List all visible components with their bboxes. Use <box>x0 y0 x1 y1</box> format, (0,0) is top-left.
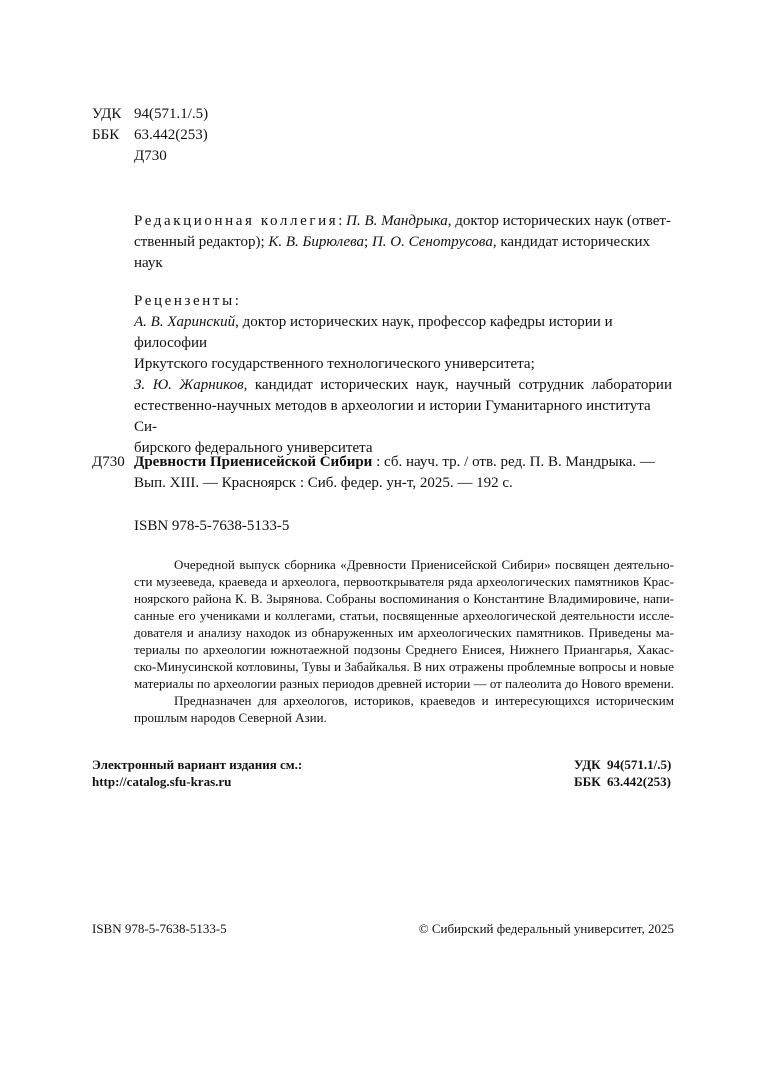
abstract-line: дователя и анализу находок из обнаруженных им археологических памятников. Приведены ма- <box>134 625 674 640</box>
reviewer-2-line-2: естественно-научных методов в археологии и истории Гуманитарного института Си- <box>134 398 651 435</box>
reviewer-2-name: З. Ю. Жарников <box>134 377 244 393</box>
udk-label: УДК <box>92 106 122 122</box>
abstract-line: териалы по археологии южнотаежной подзоны Среднего Енисея, Нижнего Приангарья, Хакас- <box>134 642 674 657</box>
reviewer-1-line-2: Иркутского государственного технологического университета; <box>134 356 535 372</box>
abstract-line: материалы по археологии разных периодов древней истории — от палеолита до Нового времени. <box>134 676 674 691</box>
reviewer-1-line-1: А. В. Харинский, доктор исторических наук, профессор кафедры истории и философии <box>134 314 613 351</box>
reviewer-1-name: А. В. Харинский <box>134 314 236 330</box>
catalog-url[interactable]: http://catalog.sfu-kras.ru <box>92 774 232 789</box>
reviewer-2-line-3: бирского федерального университета <box>134 440 373 456</box>
abstract <box>134 556 674 726</box>
electronic-bbk-label: ББК <box>574 774 601 789</box>
book-title: Древности Приенисейской Сибири <box>134 454 373 470</box>
bib-line-2: Вып. XIII. — Красноярск : Сиб. федер. ун-т, 2025. — 192 с. <box>134 475 513 491</box>
editorial-board <box>134 211 672 274</box>
abstract-line: санные его учениками и коллегами, статьи, посвященные археологической деятельности иссле- <box>134 608 674 623</box>
bbk-label: ББК <box>92 127 120 143</box>
editorial-line-2: ственный редактор); К. В. Бирюлева; П. О. Сенотрусова, кандидат исторических наук <box>134 234 651 271</box>
editorial-line-1: Редакционная коллегия: П. В. Мандрыка, доктор исторических наук (ответ- <box>134 213 671 229</box>
bib-line-1: Древности Приенисейской Сибири : сб. науч. тр. / отв. ред. П. В. Мандрыка. — <box>134 454 655 470</box>
author-mark-line <box>92 146 208 167</box>
abstract-line: ноярского района К. В. Зырянова. Собраны воспоминания о Константине Владимировиче, напи- <box>134 591 674 606</box>
reviewer-2-line-1: З. Ю. Жарников, кандидат исторических наук, научный сотрудник лаборатории <box>134 377 672 393</box>
classification-block <box>92 104 208 167</box>
abstract-line: Предназначен для археологов, историков, краеведов и интересующихся историческим <box>174 693 674 708</box>
electronic-classification <box>574 756 674 790</box>
abstract-paragraph-1 <box>134 556 674 692</box>
isbn-line: ISBN 978-5-7638-5133-5 <box>134 518 290 534</box>
editor-name-mandryka: П. В. Мандрыка <box>346 213 448 229</box>
reviewers-block <box>134 291 672 459</box>
editor-name-senotrusova: П. О. Сенотрусова <box>371 234 493 250</box>
footer-copyright: © Сибирский федеральный университет, 2025 <box>418 921 674 936</box>
bbk-line <box>92 125 208 146</box>
electronic-label: Электронный вариант издания см.: <box>92 757 303 772</box>
bibliographic-entry <box>134 452 674 494</box>
author-mark: Д730 <box>134 148 167 164</box>
bbk-value: 63.442(253) <box>134 127 208 143</box>
electronic-udk-label: УДК <box>574 757 601 772</box>
editor-name-biryuleva: К. В. Бирюлева <box>268 234 365 250</box>
footer-isbn: ISBN 978-5-7638-5133-5 <box>92 921 227 936</box>
electronic-udk-value: 94(571.1/.5) <box>607 757 672 772</box>
abstract-paragraph-2 <box>134 692 674 726</box>
abstract-line: ско-Минусинской котловины, Тувы и Забайкалья. В них отражены проблемные вопросы и новые <box>134 659 674 674</box>
bib-mark: Д730 <box>92 454 125 470</box>
reviewers-heading-line: Рецензенты: <box>134 293 239 309</box>
abstract-line: прошлым народов Северной Азии. <box>134 710 327 725</box>
reviewers-heading: Рецензенты <box>134 293 235 309</box>
udk-line <box>92 104 208 125</box>
abstract-line: Очередной выпуск сборника «Древности Приенисейской Сибири» посвящен деятельно- <box>174 557 674 572</box>
abstract-line: сти музееведа, краеведа и археолога, первооткрывателя ряда археологических памятников Крас- <box>134 574 674 589</box>
electronic-version-block <box>92 756 302 790</box>
udk-value: 94(571.1/.5) <box>134 106 209 122</box>
electronic-bbk-value: 63.442(253) <box>607 774 671 789</box>
editorial-heading: Редакционная коллегия <box>134 213 339 229</box>
